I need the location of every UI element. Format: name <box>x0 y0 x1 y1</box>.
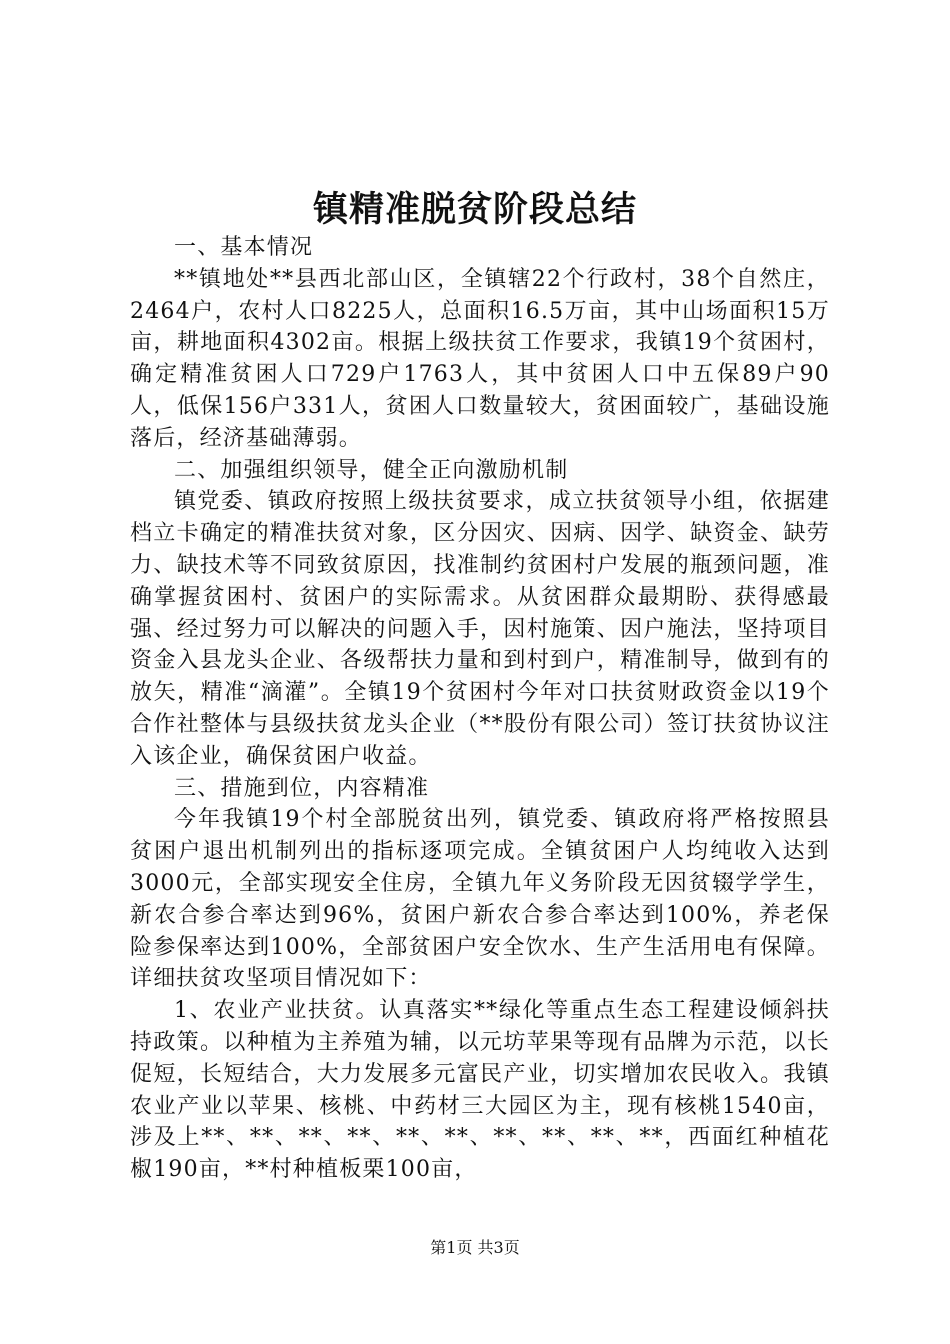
section-heading-basic-situation: 一、基本情况 <box>174 235 314 260</box>
paragraph-basic-situation: **镇地处**县西北部山区，全镇辖22个行政村，38个自然庄，2464户，农村人口8225人，总面积16.5万亩，其中山场面积15万亩，耕地面积4302亩。根据上级扶贫工作要求，我镇19个贫困村，确定精准贫困人口729户1763人，其中贫困人口中五保89户90人，低保156户331人，贫困人口数量较大，贫困面较广，基础设施落后，经济基础薄弱。 <box>130 266 830 451</box>
section-heading-organization: 二、加强组织领导，健全正向激励机制 <box>174 457 569 483</box>
page-footer: 第1页 共3页 <box>430 1238 520 1257</box>
section-heading-measures: 三、措施到位，内容精准 <box>174 775 430 801</box>
document-title: 镇精准脱贫阶段总结 <box>312 189 637 230</box>
paragraph-agriculture: 1、农业产业扶贫。认真落实**绿化等重点生态工程建设倾斜扶持政策。以种植为主养殖为辅，以元坊苹果等现有品牌为示范，以长促短，长短结合，大力发展多元富民产业，切实增加农民收入。我镇农业产业以苹果、核桃、中药材三大园区为主，现有核桃1540亩，涉及上**、**、**、**、**、**、**、**、**、**，西面红种植花椒190亩，**村种植板栗100亩， <box>130 998 830 1183</box>
document-body <box>130 232 830 1186</box>
paragraph-organization: 镇党委、镇政府按照上级扶贫要求，成立扶贫领导小组，依据建档立卡确定的精准扶贫对象，区分因灾、因病、因学、缺资金、缺劳力、缺技术等不同致贫原因，找准制约贫困村户发展的瓶颈问题，准确掌握贫困村、贫困户的实际需求。从贫困群众最期盼、获得感最强、经过努力可以解决的问题入手，因村施策、因户施法，坚持项目资金入县龙头企业、各级帮扶力量和到村到户，精准制导，做到有的放矢，精准“滴灌”。全镇19个贫困村今年对口扶贫财政资金以19个合作社整体与县级扶贫龙头企业（**股份有限公司）签订扶贫协议注入该企业，确保贫困户收益。 <box>130 489 830 769</box>
paragraph-measures: 今年我镇19个村全部脱贫出列，镇党委、镇政府将严格按照县贫困户退出机制列出的指标逐项完成。全镇贫困户人均纯收入达到3000元，全部实现安全住房，全镇九年义务阶段无因贫辍学学生，新农合参合率达到96%，贫困户新农合参合率达到100%，养老保险参保率达到100%，全部贫困户安全饮水、生产生活用电有保障。详细扶贫攻坚项目情况如下： <box>130 807 830 992</box>
